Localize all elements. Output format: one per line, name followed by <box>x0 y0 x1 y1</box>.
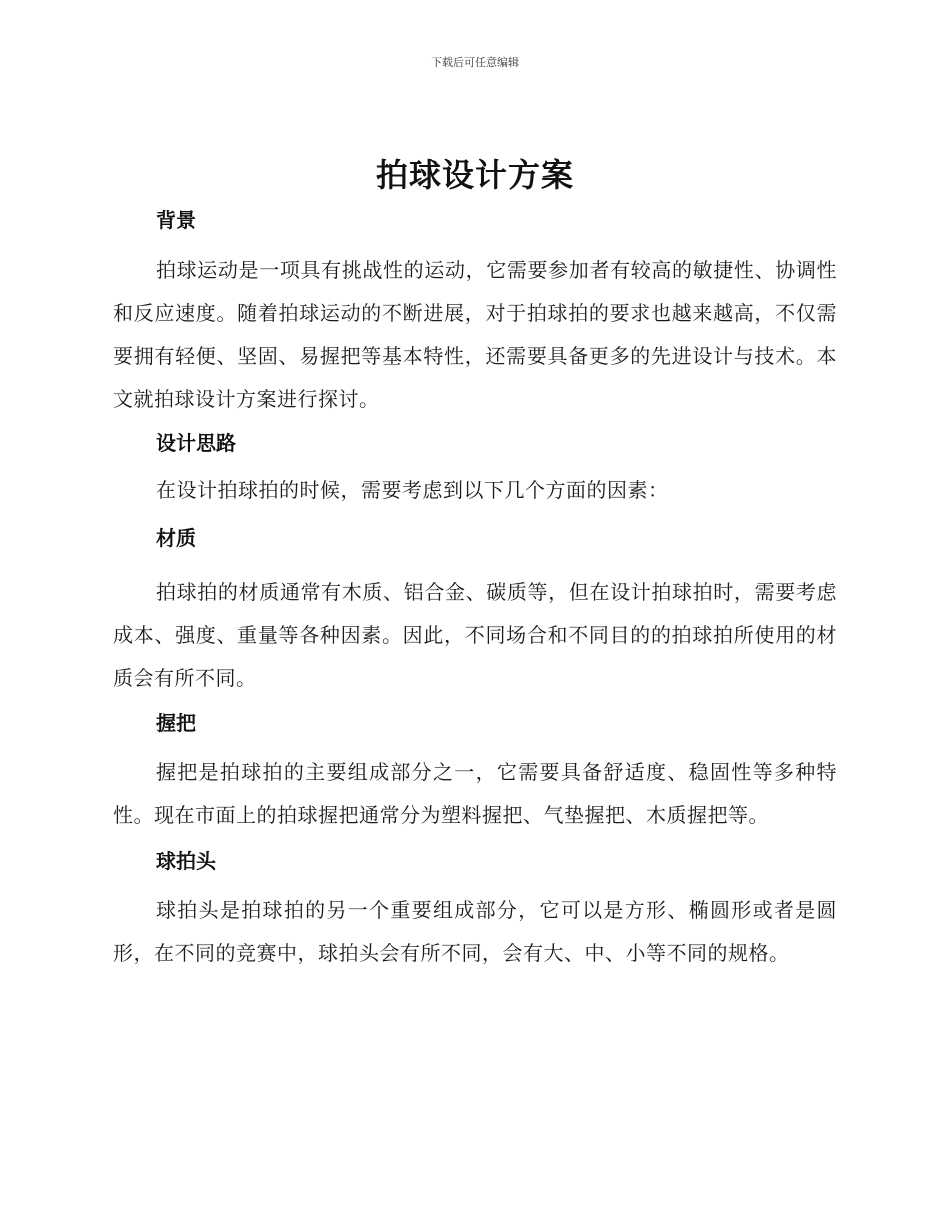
section-heading-material: 材质 <box>156 526 196 550</box>
section-paragraph-grip: 握把是拍球拍的主要组成部分之一，它需要具备舒适度、稳固性等多种特性。现在市面上的拍球握把通常分为塑料握把、气垫握把、木质握把等。 <box>113 760 837 827</box>
section-heading-design-ideas: 设计思路 <box>156 431 236 455</box>
header-note: 下载后可任意编辑 <box>431 56 519 69</box>
section-paragraph-background: 拍球运动是一项具有挑战性的运动，它需要参加者有较高的敏捷性、协调性和反应速度。随着拍球运动的不断进展，对于拍球拍的要求也越来越高，不仅需要拥有轻便、坚固、易握把等基本特性，还需要具备更多的先进设计与技术。本文就拍球设计方案进行探讨。 <box>113 258 837 411</box>
document-title: 拍球设计方案 <box>375 156 574 194</box>
section-paragraph-racket-head: 球拍头是拍球拍的另一个重要组成部分，它可以是方形、椭圆形或者是圆形，在不同的竞赛中，球拍头会有所不同，会有大、中、小等不同的规格。 <box>113 898 837 965</box>
section-paragraph-material: 拍球拍的材质通常有木质、铝合金、碳质等，但在设计拍球拍时，需要考虑成本、强度、重量等各种因素。因此，不同场合和不同目的的拍球拍所使用的材质会有所不同。 <box>113 580 837 690</box>
section-heading-racket-head: 球拍头 <box>156 849 216 873</box>
section-heading-background: 背景 <box>156 208 196 232</box>
section-paragraph-design-ideas: 在设计拍球拍的时候，需要考虑到以下几个方面的因素： <box>156 478 669 502</box>
document-body <box>113 198 837 975</box>
section-heading-grip: 握把 <box>156 711 196 735</box>
